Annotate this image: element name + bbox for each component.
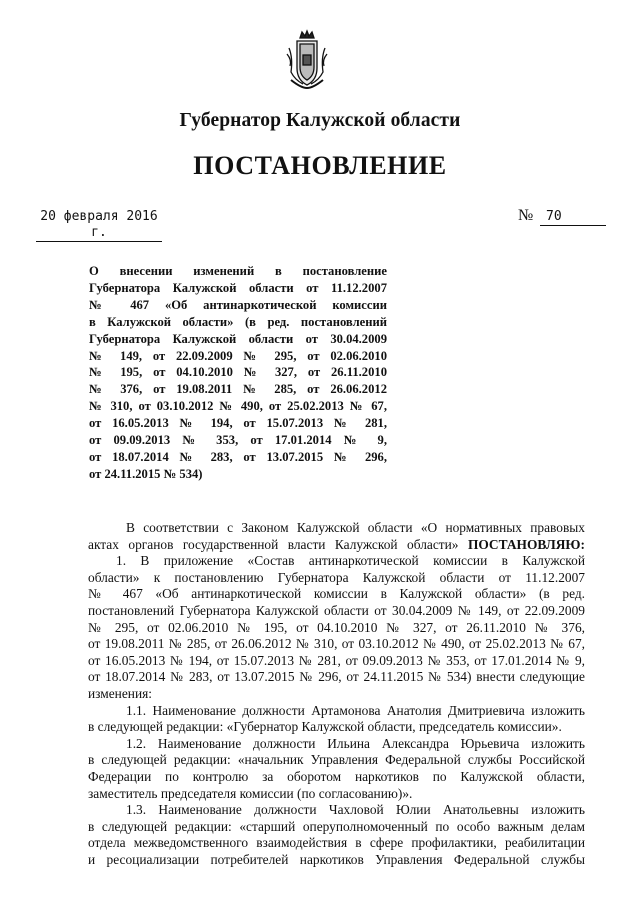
paragraph-line: и ресоциализации потребителей наркотиков Управления Федеральной службы (88, 851, 585, 867)
document-date: 20 февраля 2016 г. (36, 209, 162, 242)
document-body (88, 520, 585, 868)
subject-line: Губернатора Калужской области от 11.12.2007 (89, 280, 387, 295)
paragraph-line: 1. В приложение «Состав антинаркотической комиссии в Калужской (116, 553, 585, 569)
subject-line: от 18.07.2014 № 283, от 13.07.2015 № 296, (89, 449, 387, 464)
paragraph-line: 1.3. Наименование должности Чахловой Юлии Анатольевны изложить (126, 802, 585, 818)
issuing-authority: Губернатор Калужской области (179, 110, 461, 131)
document-subject (89, 263, 387, 483)
subject-line: № 149, от 22.09.2009 № 295, от 02.06.2010 (89, 348, 387, 363)
subject-line: № 467 «Об антинаркотической комиссии (89, 297, 387, 312)
subject-line: № 195, от 04.10.2010 № 327, от 26.11.2010 (89, 365, 387, 380)
paragraph-line: заместитель председателя комиссии (по согласованию)». (88, 785, 413, 801)
paragraph-line: постановлений Губернатора Калужской области от 30.04.2009 № 149, от 22.09.2009 (88, 602, 585, 618)
paragraph-line: 1.1. Наименование должности Артамонова Анатолия Дмитриевича изложить (126, 702, 585, 718)
subject-line: № 376, от 19.08.2011 № 285, от 26.06.2012 (89, 382, 387, 397)
paragraph-line: в следующей редакции: «старший оперуполномоченный по особо важным делам (88, 818, 585, 834)
paragraph-line: № 295, от 02.06.2010 № 195, от 04.10.2010 № 327, от 26.11.2010 № 376, (88, 619, 585, 635)
document-type-title: ПОСТАНОВЛЕНИЕ (193, 151, 447, 180)
paragraph-line: отдела межведомственного взаимодействия в сфере профилактики, реабилитации (88, 835, 585, 851)
document-number-label: № (518, 207, 534, 224)
paragraph-line: 1.2. Наименование должности Ильина Александра Юрьевича изложить (126, 735, 585, 751)
coat-of-arms-emblem (283, 28, 331, 90)
paragraph-line: в следующей редакции: «начальник Управления Федеральной службы Российской (88, 752, 585, 768)
subject-line: № 310, от 03.10.2012 № 490, от 25.02.2013 № 67, (89, 399, 387, 414)
preamble-text: актах органов государственной власти Калужской области» (88, 536, 459, 552)
paragraph-line: от 19.08.2011 № 285, от 26.06.2012 № 310, от 03.10.2012 № 490, от 25.02.2013 № 67, (88, 636, 585, 652)
preamble-line: В соответствии с Законом Калужской области «О нормативных правовых (126, 520, 585, 535)
paragraph-line: от 18.07.2014 № 283, от 13.07.2015 № 296, от 24.11.2015 № 534) внести следующие (88, 669, 585, 685)
subject-line: от 24.11.2015 № 534) (89, 466, 203, 481)
subject-line: от 09.09.2013 № 353, от 17.01.2014 № 9, (89, 433, 387, 448)
paragraph-line: № 467 «Об антинаркотической комиссии в Калужской области» (в ред. (88, 586, 585, 602)
paragraph-line: изменения: (88, 685, 153, 701)
subject-line: от 16.05.2013 № 194, от 15.07.2013 № 281, (89, 416, 387, 431)
subject-line: О внесении изменений в постановление (89, 264, 387, 278)
subject-line: Губернатора Калужской области от 30.04.2009 (89, 331, 387, 346)
subject-line: в Калужской области» (в ред. постановлений (89, 314, 387, 329)
paragraph-line: от 16.05.2013 № 194, от 15.07.2013 № 281, от 09.09.2013 № 353, от 17.01.2014 № 9, (88, 652, 585, 668)
document-number: 70 (540, 209, 606, 226)
resolution-keyword: ПОСТАНОВЛЯЮ: (467, 536, 585, 552)
paragraph-line: в следующей редакции: «Губернатор Калужской области, председатель комиссии». (88, 719, 562, 735)
preamble-line (88, 537, 585, 554)
paragraph-line: Федерации по контролю за оборотом наркотиков по Калужской области, (88, 768, 585, 784)
paragraph-line: области» к постановлению Губернатора Калужской области от 11.12.2007 (88, 569, 585, 585)
